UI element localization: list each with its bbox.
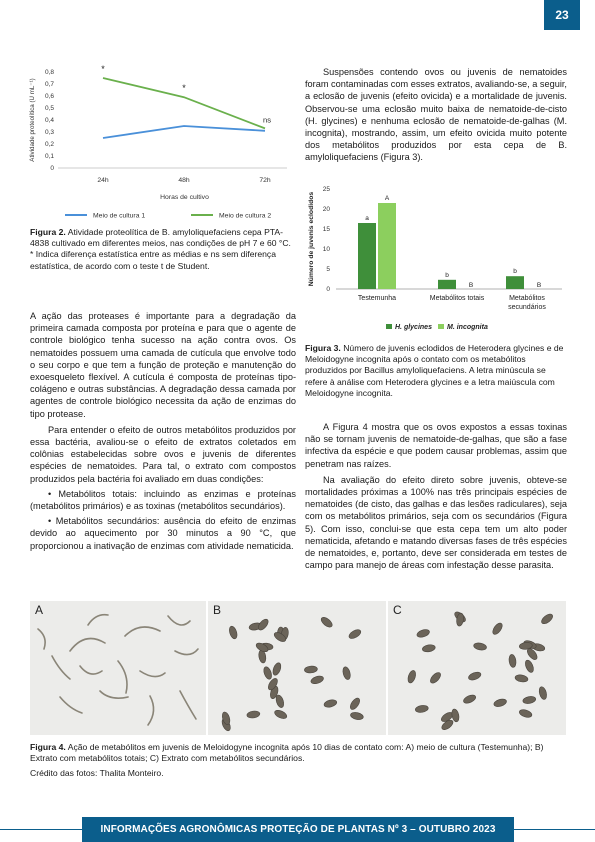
nematode-egg	[348, 697, 361, 712]
footer-title: INFORMAÇÕES AGRONÔMICAS PROTEÇÃO DE PLANTAS Nº 3 – OUTUBRO 2023	[82, 817, 514, 842]
y-tick-label: 5	[326, 266, 330, 273]
category-label: Testemunha	[357, 295, 397, 302]
legend-swatch	[386, 324, 392, 329]
x-tick-label: 48h	[178, 177, 190, 184]
nematode-egg	[493, 698, 507, 708]
nematode-egg	[515, 674, 529, 683]
nematode-egg	[415, 705, 429, 714]
nematode-egg	[246, 710, 260, 719]
significance-label: ns	[263, 115, 271, 125]
right-column-bottom	[305, 421, 567, 571]
bar-letter-label: B	[536, 282, 542, 289]
bar-letter-label: b	[445, 271, 449, 279]
photo-credit: Crédito das fotos: Thalita Monteiro.	[30, 768, 164, 778]
photo-panel-b	[208, 601, 386, 735]
y-axis-label: Atividade proteolítica (U mL⁻¹)	[29, 78, 36, 162]
y-tick-label: 0,7	[44, 81, 54, 88]
left-column	[30, 310, 296, 552]
y-tick-label: 15	[322, 226, 330, 233]
nematode-egg	[262, 666, 273, 681]
y-tick-label: 10	[322, 246, 330, 253]
figure-2-caption-text: Atividade proteolítica de B. amyloliquefaciens cepa PTA-4838 cultivado em diferentes meios, nas condições de pH 7 e 60 °C. * Indica diferença estatística entre as médias e ns sem diferença estatística, de acordo com o teste t de Student.	[30, 227, 291, 271]
figure-2-caption-label: Figura 2.	[30, 227, 66, 237]
bar	[358, 223, 376, 289]
figure-2-caption	[30, 227, 296, 272]
nematode-egg	[310, 675, 324, 685]
bar-letter-label: A	[384, 195, 390, 202]
nematode-egg	[320, 615, 334, 628]
figure-4-caption-text: Ação de metabólitos em juvenis de Meloidogyne incognita após 10 dias de contato com: A) meio de cultura (Testemunha); B) Extrato com metabólitos totais; C) Extrato com metabólitos secundários.	[30, 742, 544, 764]
nematode-egg	[228, 625, 238, 639]
nematode-egg	[342, 666, 352, 680]
nematode-egg	[429, 671, 443, 685]
left-paragraph-3: • Metabólitos totais: incluindo as enzimas e proteínas (metabólitos primários) e as toxinas (metabólitos secundários).	[30, 488, 296, 512]
figure-3-caption	[305, 343, 567, 399]
x-axis-label: Horas de cultivo	[160, 194, 209, 201]
category-label: Metabólitos totais	[429, 295, 485, 302]
y-tick-label: 0,6	[44, 93, 54, 100]
figure-4-caption	[30, 742, 568, 764]
nematode-egg	[467, 671, 482, 682]
figure-4-caption-label: Figura 4.	[30, 742, 66, 752]
nematode-egg	[407, 669, 417, 683]
right-paragraph-1: Suspensões contendo ovos ou juvenis de nematoides foram contaminadas com esses extratos, avaliando-se, a seguir, a eclosão de juvenis (efeito ovicida) e a mortalidade de juvenis. Observou-se uma eclosão muito baixa de nematoide-de-cisto (H. glycines) e nenhuma eclosão de nematoide-de-galhas (M. incognita), mostrando, assim, um efeito ovicida muito potente dos metabólitos produzidos por esta cepa de B. amyloliquefaciens (Figura 3).	[305, 67, 567, 163]
bar	[506, 276, 524, 289]
category-label: Metabólitos	[509, 295, 545, 302]
nematode-egg	[518, 708, 532, 718]
nematode-egg	[323, 699, 337, 709]
nematode-egg	[416, 628, 430, 638]
nematode-eggs-image	[208, 601, 386, 735]
significance-label: *	[182, 83, 186, 94]
nematode-egg	[348, 628, 363, 640]
figure-3-bar-chart	[300, 180, 570, 340]
bar-letter-label: b	[513, 268, 517, 276]
panel-label-c: C	[393, 603, 402, 617]
nematode-egg	[538, 686, 548, 700]
nematode-juveniles-image	[30, 601, 206, 735]
page-number: 23	[544, 0, 580, 30]
x-tick-label: 72h	[259, 177, 271, 184]
nematode-egg	[524, 659, 535, 674]
figure-3-caption-label: Figura 3.	[305, 343, 341, 353]
panel-label-b: B	[213, 603, 222, 617]
y-tick-label: 20	[322, 206, 330, 213]
y-tick-label: 0,1	[44, 153, 54, 160]
y-tick-label: 25	[322, 186, 330, 193]
nematode-egg	[473, 642, 487, 651]
series-line-1	[103, 126, 265, 138]
legend-label: Meio de cultura 2	[219, 212, 272, 220]
legend-label: M. incognita	[447, 324, 488, 331]
y-tick-label: 0,3	[44, 129, 54, 136]
footer	[0, 817, 595, 842]
y-tick-label: 0	[326, 286, 330, 293]
left-paragraph-4: • Metabólitos secundários: ausência do efeito de enzimas devido ao aquecimento por 30 minutos a 90 °C, que proporcionou a inativação de enzimas com atividade nematicida.	[30, 516, 296, 551]
nematode-eggs-image	[388, 601, 566, 735]
y-tick-label: 0	[50, 165, 54, 172]
legend-label: Meio de cultura 1	[93, 212, 146, 220]
y-tick-label: 0,8	[44, 69, 54, 76]
nematode-egg	[462, 693, 477, 704]
y-axis-label: Número de juvenis eclodidos	[308, 191, 315, 287]
bar-letter-label: a	[365, 215, 369, 222]
y-tick-label: 0,2	[44, 141, 54, 148]
right-column-top	[305, 66, 567, 164]
nematode-egg	[350, 711, 364, 720]
nematode-egg	[273, 709, 288, 721]
figure-2-line-chart	[25, 62, 295, 224]
panel-label-a: A	[35, 603, 44, 617]
category-label: secundários	[508, 304, 546, 311]
nematode-egg	[522, 695, 536, 704]
x-tick-label: 24h	[97, 177, 109, 184]
photo-panel-a	[30, 601, 206, 735]
photo-panel-c	[388, 601, 566, 735]
left-paragraph-2: Para entender o efeito de outros metabólitos produzidos por essa bactéria, avaliou-se o efeito de extratos coletados em colônias estabelecidas sobre ovos e juvenis de diferentes espécies de nematoides. Para tal, o extrato com compostos produzidos pela bactéria foi avaliado em duas condições:	[30, 424, 296, 484]
legend-swatch	[438, 324, 444, 329]
right-paragraph-2: A Figura 4 mostra que os ovos expostos a essas toxinas não se tornam juvenis de nematoide-de-galhas, que são a fase infectiva da espécie e que podem causar problemas, assim que penetram nas raízes.	[305, 422, 567, 469]
right-paragraph-3: Na avaliação do efeito direto sobre juvenis, obteve-se mortalidades próximas a 100% nas três principais espécies de nematoides (de cisto, das galhas e das lesões radiculares), seja com os metabólitos primários, seja com os secundários (Figura 5). Com isso, conclui-se que esta cepa tem um alto poder nematicida, afetando e matando diversas fases de três espécies de nematoides, e, portanto, deve ser considerada em testes de campo para manejo de áreas com infestação desse parasita.	[305, 474, 567, 571]
legend-label: H. glycines	[395, 324, 432, 331]
figure-3-caption-text: Número de juvenis eclodidos de Heterodera glycines e de Meloidogyne incognita após o contato com os metabólitos produzidos por Bacillus amyloliquefaciens. A letra minúscula se refere à análise com Heterodera glycines e a letra maiúscula com Meloidogyne incognita.	[305, 343, 564, 398]
nematode-egg	[422, 644, 436, 653]
nematode-egg	[540, 612, 554, 625]
nematode-egg	[271, 662, 282, 677]
bar	[378, 203, 396, 289]
significance-label: *	[101, 64, 105, 74]
y-tick-label: 0,4	[44, 117, 54, 124]
bar-letter-label: B	[468, 282, 474, 289]
bar	[438, 280, 456, 289]
left-paragraph-1: A ação das proteases é importante para a degradação da primeira camada composta por proteína e para que o agente de controle biológico tenha sucesso na ação contra ovos. Os nematoides possuem uma camada de cutícula que envolve todo o seu corpo e que tem a função de proteção e manutenção do exoesqueleto flexível. A cutícula é composta de proteínas tipo-colágeno e outras substâncias. A degradação dessa camada por agentes de controle biológico necessita da ação de enzimas do tipo protease.	[30, 311, 296, 419]
nematode-egg	[508, 654, 517, 668]
y-tick-label: 0,5	[44, 105, 54, 112]
nematode-egg	[491, 621, 504, 636]
nematode-egg	[304, 666, 318, 674]
